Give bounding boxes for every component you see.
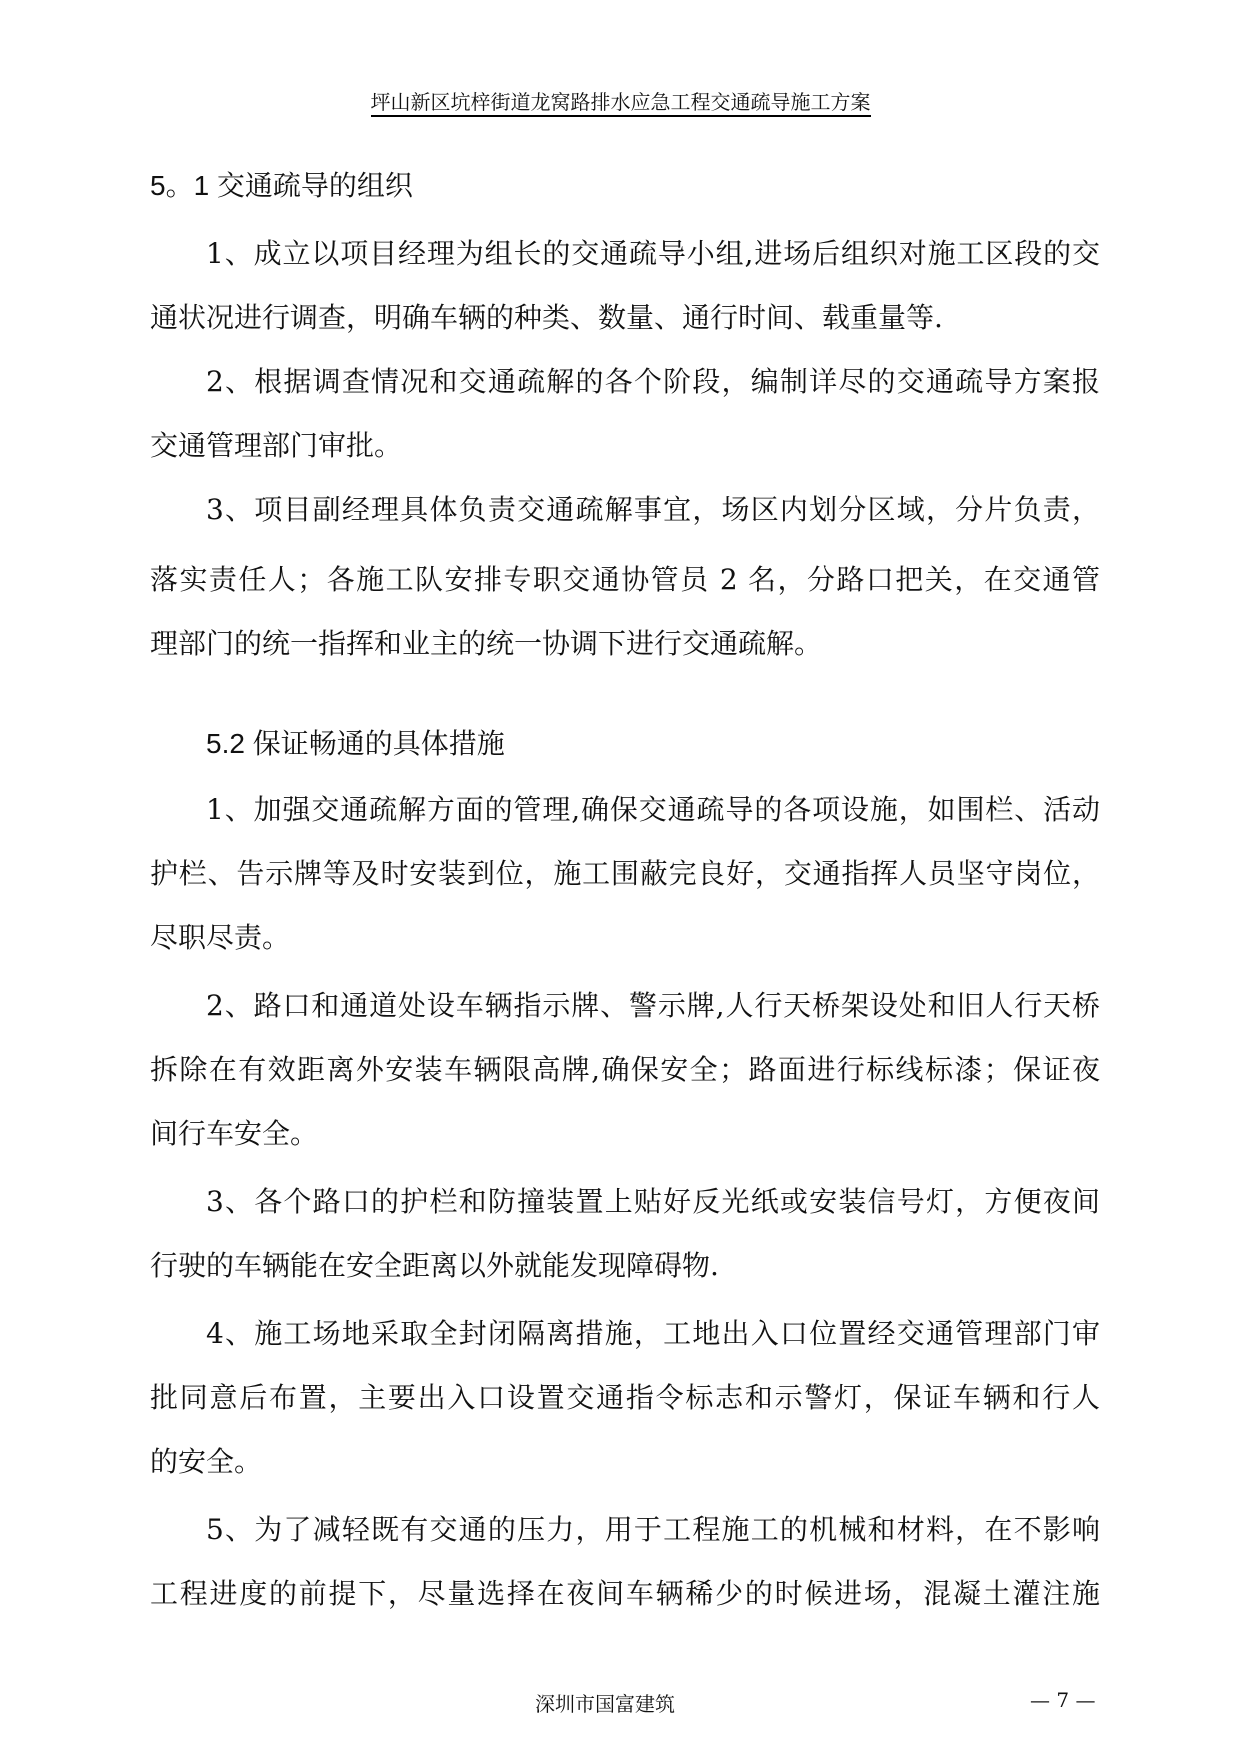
footer-company: 深圳市国富建筑 — [535, 1692, 675, 1716]
paragraph-line: 落实责任人；各施工队安排专职交通协管员 2 名，分路口把关，在交通管 — [150, 563, 1100, 596]
paragraph-line: 1、成立以项目经理为组长的交通疏导小组,进场后组织对施工区段的交 — [206, 237, 1100, 270]
section-heading: 5。1 交通疏导的组织 — [150, 170, 413, 201]
paragraph-line: 拆除在有效距离外安装车辆限高牌,确保安全；路面进行标线标漆；保证夜 — [150, 1053, 1100, 1086]
paragraph-line: 1、加强交通疏解方面的管理,确保交通疏导的各项设施，如围栏、活动 — [206, 793, 1100, 826]
page-header — [0, 86, 1241, 115]
paragraph-line: 交通管理部门审批。 — [150, 429, 403, 462]
section-heading: 5.2 保证畅通的具体措施 — [206, 728, 505, 759]
paragraph-line: 3、项目副经理具体负责交通疏解事宜，场区内划分区域，分片负责， — [206, 493, 1100, 526]
paragraph-line: 2、路口和通道处设车辆指示牌、警示牌,人行天桥架设处和旧人行天桥 — [206, 989, 1100, 1022]
paragraph-line: 2、根据调查情况和交通疏解的各个阶段，编制详尽的交通疏导方案报 — [206, 365, 1100, 398]
paragraph-line: 4、施工场地采取全封闭隔离措施，工地出入口位置经交通管理部门审 — [206, 1317, 1100, 1350]
paragraph-line: 护栏、告示牌等及时安装到位，施工围蔽完良好，交通指挥人员坚守岗位， — [150, 857, 1100, 890]
paragraph-line: 的安全。 — [150, 1445, 263, 1478]
paragraph-line: 工程进度的前提下，尽量选择在夜间车辆稀少的时候进场，混凝土灌注施 — [150, 1577, 1100, 1610]
paragraph-line: 批同意后布置，主要出入口设置交通指令标志和示警灯，保证车辆和行人 — [150, 1381, 1100, 1414]
paragraph-line: 3、各个路口的护栏和防撞装置上贴好反光纸或安装信号灯，方便夜间 — [206, 1185, 1100, 1218]
paragraph-line: 通状况进行调查，明确车辆的种类、数量、通行时间、载重量等. — [150, 301, 943, 334]
paragraph-line: 间行车安全。 — [150, 1117, 319, 1150]
paragraph-line: 行驶的车辆能在安全距离以外就能发现障碍物. — [150, 1249, 719, 1282]
header-text: 坪山新区坑梓街道龙窝路排水应急工程交通疏导施工方案 — [371, 90, 871, 117]
paragraph-line: 5、为了减轻既有交通的压力，用于工程施工的机械和材料，在不影响 — [206, 1513, 1100, 1546]
paragraph-line: 理部门的统一指挥和业主的统一协调下进行交通疏解。 — [150, 627, 823, 660]
page-number: — 7 — — [1030, 1688, 1096, 1712]
paragraph-line: 尽职尽责。 — [150, 921, 291, 954]
